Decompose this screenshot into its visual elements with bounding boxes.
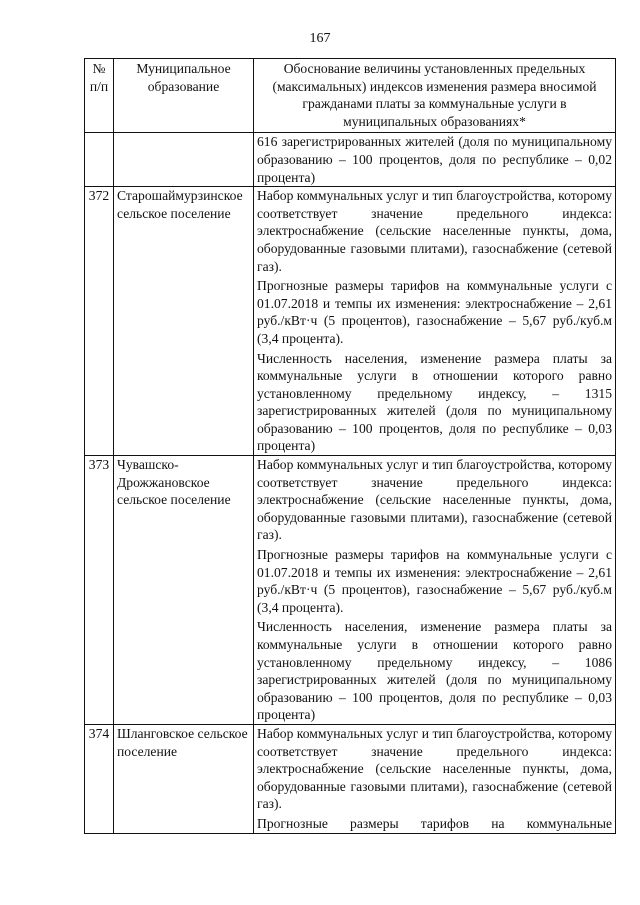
table-row	[85, 456, 616, 725]
table-row	[85, 724, 616, 833]
continuation-text: 616 зарегистрированных жителей (доля по муниципальному образованию – 100 процентов, доля по республике – 0,02 процента)	[254, 133, 616, 187]
header-justification: Обоснование величины установленных предельных (максимальных) индексов изменения размера вносимой гражданами платы за коммунальные услуги в муниципальных образованиях*	[254, 59, 616, 133]
row-number: 372	[85, 187, 114, 456]
justification-cell	[254, 724, 616, 833]
paragraph: Численность населения, изменение размера платы за коммунальные услуги в отношении которого равно установленному предельному индексу, – 1086 зарегистрированных жителей (доля по муниципальному образованию – 100 процентов, доля по республике – 0,03 процента)	[257, 619, 612, 723]
row-number: 373	[85, 456, 114, 725]
tariff-index-table	[84, 58, 616, 834]
paragraph: Прогнозные размеры тарифов на коммунальные услуги с 01.07.2018 и темпы их изменения: электроснабжение – 2,61 руб./кВт·ч (5 процентов), газоснабжение – 5,67 руб./куб.м (3,4 процента).	[257, 278, 612, 346]
header-number: № п/п	[85, 59, 114, 133]
municipality-name: Чувашско-Дрожжановское сельское поселение	[114, 456, 254, 725]
table-row	[85, 187, 616, 456]
paragraph: Набор коммунальных услуг и тип благоустройства, которому соответствует значение предельного индекса: электроснабжение (сельские населенные пункты, дома, оборудованные газовыми плитами), газоснабжение (сетевой газ).	[257, 188, 612, 274]
paragraph: Набор коммунальных услуг и тип благоустройства, которому соответствует значение предельного индекса: электроснабжение (сельские населенные пункты, дома, оборудованные газовыми плитами), газоснабжение (сетевой газ).	[257, 725, 612, 812]
row-number: 374	[85, 724, 114, 833]
header-municipality: Муниципальное образование	[114, 59, 254, 133]
paragraph: Численность населения, изменение размера платы за коммунальные услуги в отношении которого равно установленному предельному индексу, – 1315 зарегистрированных жителей (доля по муниципальному образованию – 100 процентов, доля по республике – 0,03 процента)	[257, 350, 612, 454]
municipality-name: Шланговское сельское поселение	[114, 724, 254, 833]
paragraph: Прогнозные размеры тарифов на коммунальные услуги с 01.07.2018 и темпы их изменения: электроснабжение – 2,61 руб./кВт·ч (5 процентов), газоснабжение – 5,67 руб./куб.м (3,4 процента).	[257, 547, 612, 615]
justification-cell	[254, 456, 616, 725]
continuation-row	[85, 133, 616, 187]
paragraph: Набор коммунальных услуг и тип благоустройства, которому соответствует значение предельного индекса: электроснабжение (сельские населенные пункты, дома, оборудованные газовыми плитами), газоснабжение (сетевой газ).	[257, 457, 612, 543]
table-header-row	[85, 59, 616, 133]
justification-cell	[254, 187, 616, 456]
municipality-name: Старошаймурзинское сельское поселение	[114, 187, 254, 456]
page-number: 167	[309, 31, 331, 46]
paragraph: Прогнозные размеры тарифов на коммунальные	[257, 815, 612, 831]
